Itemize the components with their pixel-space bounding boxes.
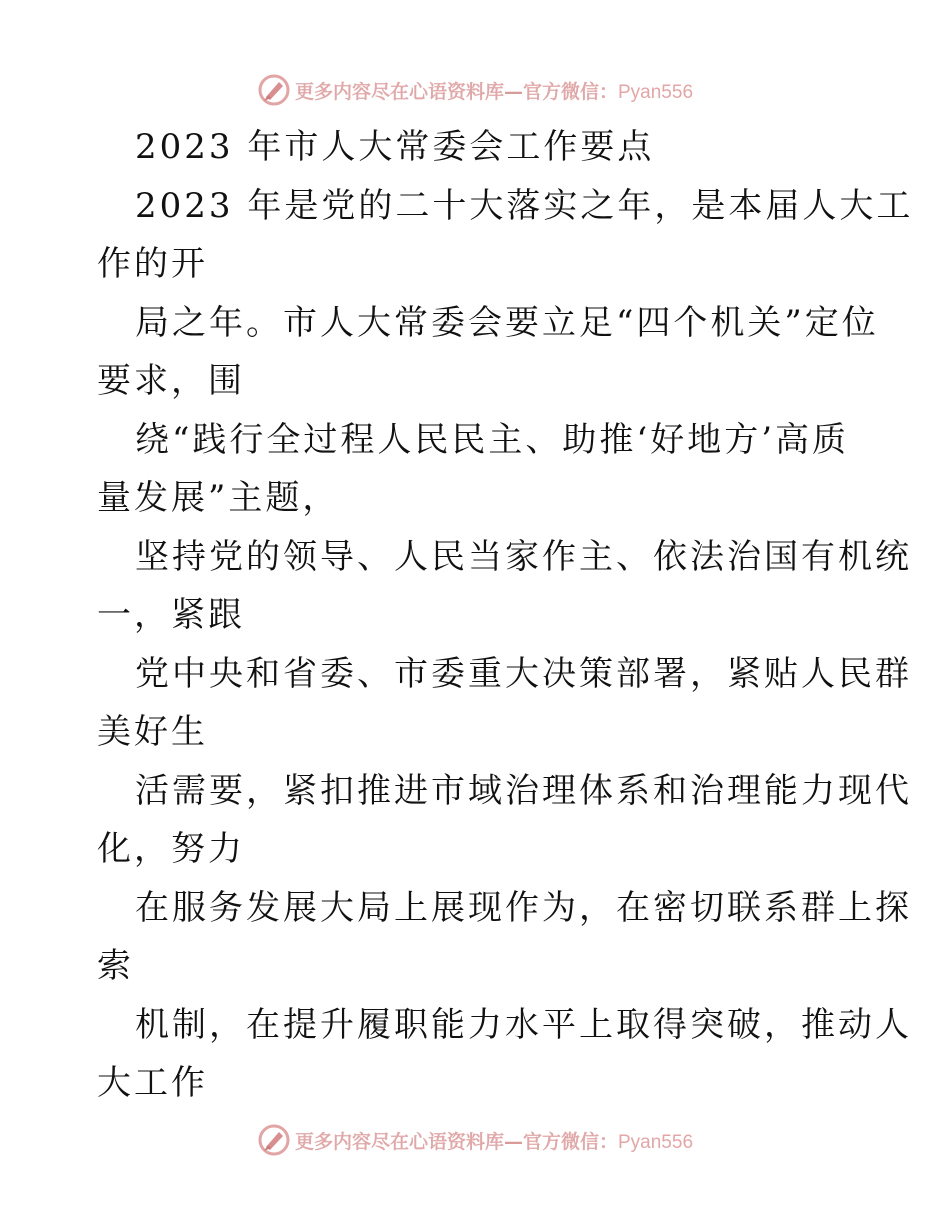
paragraph-line: 作的开	[97, 244, 208, 284]
watermark-text	[295, 77, 693, 104]
watermark-wechat-label: 官方微信：	[522, 1130, 618, 1153]
paragraph-line: 党中央和省委、市委重大决策部署，紧贴人民群	[135, 653, 912, 694]
paragraph-line: 要求，围	[97, 361, 245, 401]
watermark-wechat-id: Pyan556	[618, 81, 694, 103]
footer-watermark	[0, 1120, 950, 1160]
watermark-text	[295, 1127, 693, 1154]
paragraph-line: 活需要，紧扣推进市域治理体系和治理能力现代	[135, 770, 912, 811]
watermark-wechat-label: 官方微信：	[522, 80, 618, 103]
watermark-site: 更多内容尽在心语资料库	[294, 1130, 504, 1153]
paragraph-line: 化，努力	[97, 829, 245, 869]
paragraph-line: 索	[97, 946, 134, 986]
watermark-site: 更多内容尽在心语资料库	[294, 80, 504, 103]
paragraph-line: 机制，在提升履职能力水平上取得突破，推动人	[135, 1004, 912, 1045]
pen-nib-logo-icon	[257, 73, 291, 107]
pen-nib-logo-icon	[257, 1123, 291, 1157]
watermark-wechat-id: Pyan556	[618, 1131, 694, 1153]
document-title: 2023 年市人大常委会工作要点	[135, 127, 655, 167]
paragraph-line: 美好生	[97, 712, 208, 752]
watermark-separator: —	[503, 80, 523, 103]
header-watermark	[0, 70, 950, 110]
paragraph-line: 在服务发展大局上展现作为，在密切联系群上探	[135, 887, 912, 928]
paragraph-line: 绕“践行全过程人民民主、助推‘好地方’高质	[135, 419, 849, 460]
watermark-separator: —	[503, 1130, 523, 1153]
document-body	[97, 118, 914, 1113]
paragraph-line: 大工作	[97, 1063, 208, 1103]
paragraph-line: 一，紧跟	[97, 595, 245, 635]
paragraph-line: 2023 年是党的二十大落实之年，是本届人大工	[135, 185, 914, 226]
paragraph-line: 坚持党的领导、人民当家作主、依法治国有机统	[135, 536, 912, 577]
paragraph-line: 局之年。市人大常委会要立足“四个机关”定位	[135, 302, 879, 343]
paragraph-line: 量发展”主题，	[97, 478, 340, 518]
